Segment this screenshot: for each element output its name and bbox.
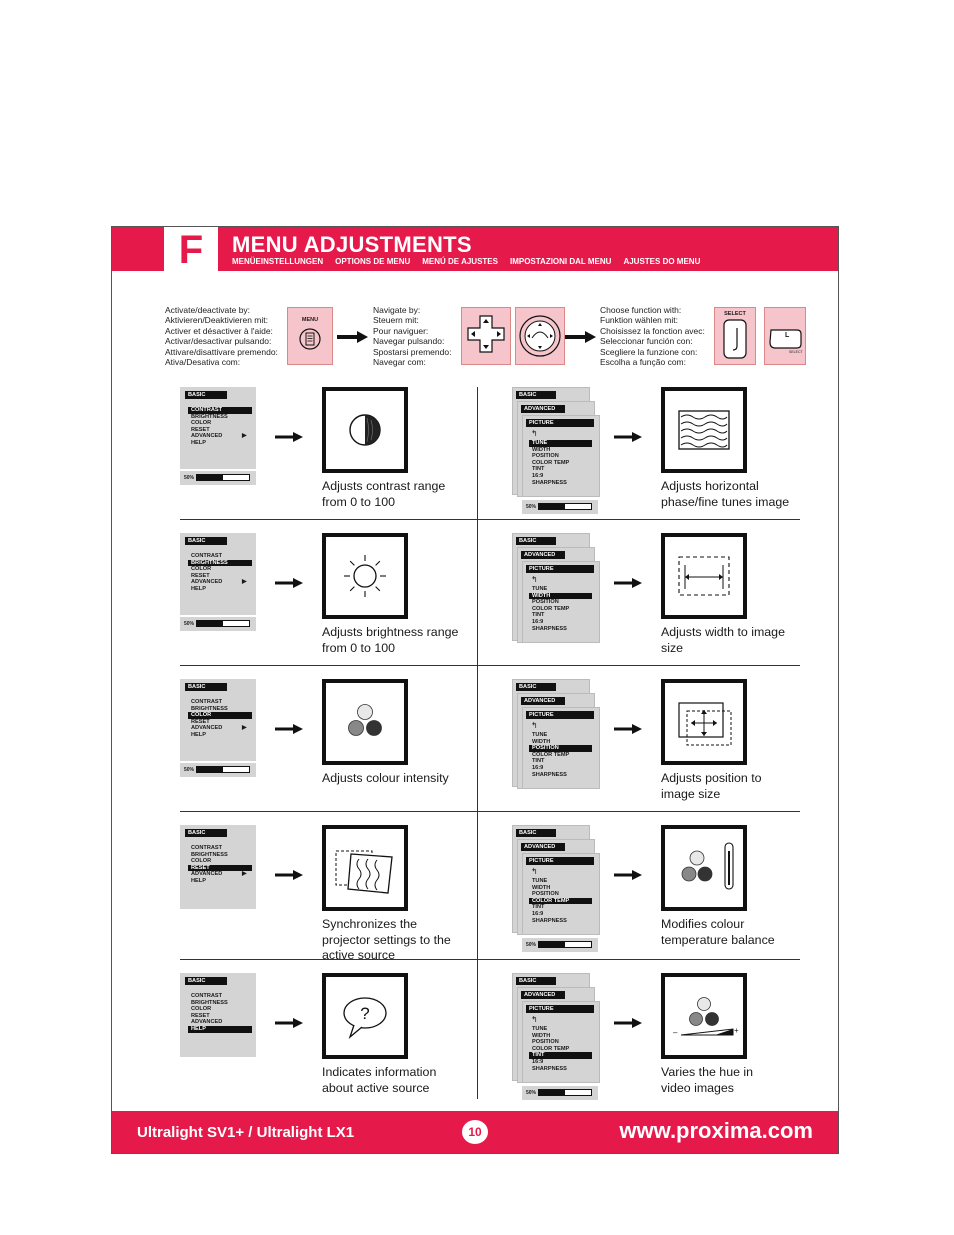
caption xyxy=(661,917,775,948)
illustration-frame xyxy=(661,533,747,619)
submenu-title: PICTURE xyxy=(526,419,594,427)
tint-plus-label: + xyxy=(734,1026,739,1035)
instruction-line: Funktion wählen mit: xyxy=(600,315,678,326)
menu-item[interactable]: SHARPNESS xyxy=(532,917,567,924)
instruction-line: Activer et désactiver à l'aide: xyxy=(165,325,273,336)
width-icon xyxy=(665,537,743,615)
menu-items xyxy=(529,878,592,924)
instruction-line: Ativa/Desativa com: xyxy=(165,357,241,368)
menu-item[interactable]: POSITION xyxy=(532,891,559,898)
page-title: MENU ADJUSTMENTS xyxy=(232,232,472,257)
menu-item[interactable]: TINT xyxy=(532,466,545,473)
flow-arrow-icon xyxy=(275,721,303,731)
menu-item[interactable]: COLOR TEMP xyxy=(532,605,570,612)
submenu-title: PICTURE xyxy=(526,857,594,865)
activate-instructions xyxy=(165,305,278,367)
level-fill xyxy=(197,767,223,772)
submenu-arrow-icon: ▶ xyxy=(242,579,247,586)
level-track xyxy=(538,503,592,510)
menu-item[interactable]: 16:9 xyxy=(532,910,544,917)
menu-title: BASIC xyxy=(516,537,556,545)
menu-item[interactable]: WIDTH xyxy=(532,1032,551,1039)
flow-arrow-icon xyxy=(614,575,642,585)
model-name: Ultralight SV1+ / Ultralight LX1 xyxy=(137,1124,355,1141)
caption-line: phase/fine tunes image xyxy=(661,494,790,509)
back-arrow-icon[interactable]: ↰ xyxy=(531,721,538,730)
menu-title: BASIC xyxy=(185,537,227,545)
level-bar xyxy=(522,500,598,514)
menu-item[interactable]: TUNE xyxy=(532,586,548,592)
contrast-icon xyxy=(326,391,404,469)
submenu-title: PICTURE xyxy=(526,1005,594,1013)
instruction-line: Escolha a função com: xyxy=(600,357,686,368)
illustration-frame xyxy=(661,825,747,911)
tint-icon xyxy=(665,977,743,1055)
menu-item[interactable]: RESET xyxy=(191,1012,210,1019)
menu-item[interactable]: TINT xyxy=(529,1052,592,1059)
menu-item[interactable]: RESET xyxy=(191,572,210,579)
menu-item[interactable]: RESET xyxy=(191,718,210,725)
row-divider xyxy=(180,811,800,812)
menu-item[interactable]: HELP xyxy=(191,585,206,592)
level-label: 50% xyxy=(526,942,537,948)
menu-item[interactable]: COLOR TEMP xyxy=(529,898,592,905)
menu-items xyxy=(529,1026,592,1072)
back-arrow-icon[interactable]: ↰ xyxy=(531,575,538,584)
menu-item[interactable]: ADVANCED xyxy=(191,871,223,878)
instruction-line: Activar/desactivar pulsando: xyxy=(165,336,272,347)
flow-arrow-icon xyxy=(337,330,369,344)
submenu-title: ADVANCED xyxy=(521,843,565,851)
level-track xyxy=(196,766,250,773)
menu-title: BASIC xyxy=(516,829,556,837)
menu-title: BASIC xyxy=(185,977,227,985)
caption-line: Synchronizes the xyxy=(322,917,418,931)
caption-line: Indicates information xyxy=(322,1065,437,1079)
subtitle-translations xyxy=(232,257,700,266)
illustration-frame xyxy=(661,387,747,473)
caption-line: Modifies colour xyxy=(661,917,745,931)
menu-items xyxy=(188,553,252,593)
menu-item[interactable]: POSITION xyxy=(532,453,559,460)
basic-menu[interactable] xyxy=(180,387,256,469)
row-divider xyxy=(180,519,800,520)
menu-title: BASIC xyxy=(185,391,227,399)
menu-title: BASIC xyxy=(185,829,227,837)
menu-item[interactable]: COLOR TEMP xyxy=(532,1045,570,1052)
menu-item[interactable]: TUNE xyxy=(532,878,548,884)
submenu-title: ADVANCED xyxy=(521,551,565,559)
menu-items xyxy=(529,440,592,486)
joystick-box[interactable] xyxy=(515,307,565,365)
instruction-line: Steuern mit: xyxy=(373,315,419,326)
subtitle-es: MENÚ DE AJUSTES xyxy=(422,257,498,266)
level-bar xyxy=(180,763,256,777)
menu-item[interactable]: RESET xyxy=(191,426,210,433)
caption xyxy=(322,479,445,510)
l-button-box[interactable] xyxy=(764,307,806,365)
instruction-line: Seleccionar función con: xyxy=(600,336,693,347)
menu-item[interactable]: SHARPNESS xyxy=(532,1065,567,1072)
advanced-menu-stack[interactable] xyxy=(512,973,602,1085)
tune-wave-icon xyxy=(665,391,743,469)
caption xyxy=(661,1065,753,1096)
level-bar xyxy=(522,1086,598,1100)
instruction-line: Spostarsi premendo: xyxy=(373,346,452,357)
menu-item[interactable]: ADVANCED xyxy=(191,1019,223,1026)
menu-item[interactable]: POSITION xyxy=(529,745,592,752)
level-track xyxy=(538,941,592,948)
caption-line: video images xyxy=(661,1080,735,1095)
submenu-arrow-icon: ▶ xyxy=(242,725,247,732)
advanced-menu-stack[interactable] xyxy=(512,679,602,791)
back-arrow-icon[interactable]: ↰ xyxy=(531,429,538,438)
caption-line: about active source xyxy=(322,1080,430,1095)
menu-item[interactable]: TUNE xyxy=(532,1026,548,1032)
menu-item[interactable]: 16:9 xyxy=(532,618,544,625)
instruction-line: Choose function with: xyxy=(600,305,682,315)
caption xyxy=(661,625,785,656)
caption-line: image size xyxy=(661,786,721,801)
dpad-box[interactable] xyxy=(461,307,511,365)
flow-arrow-icon xyxy=(614,1015,642,1025)
level-fill xyxy=(539,942,565,947)
menu-item[interactable]: TINT xyxy=(532,904,545,911)
caption-line: Adjusts horizontal xyxy=(661,479,759,493)
submenu-title: ADVANCED xyxy=(521,697,565,705)
level-label: 50% xyxy=(184,475,195,481)
menu-item[interactable]: CONTRAST xyxy=(191,845,223,851)
menu-items xyxy=(529,732,592,778)
instruction-line: Pour naviguer: xyxy=(373,325,429,336)
illustration-frame xyxy=(322,825,408,911)
illustration-frame xyxy=(322,387,408,473)
caption xyxy=(322,625,458,656)
illustration-frame xyxy=(322,679,408,765)
back-arrow-icon[interactable]: ↰ xyxy=(531,867,538,876)
menu-item[interactable]: BRIGHTNESS xyxy=(191,999,228,1006)
level-label: 50% xyxy=(184,621,195,627)
subtitle-it: IMPOSTAZIONI DAL MENU xyxy=(509,257,612,266)
basic-menu[interactable] xyxy=(180,679,256,761)
menu-item[interactable]: COLOR xyxy=(191,858,212,865)
color-temp-icon xyxy=(665,829,743,907)
menu-item[interactable]: WIDTH xyxy=(532,738,551,745)
menu-item[interactable]: 16:9 xyxy=(532,764,544,771)
menu-item[interactable]: ADVANCED xyxy=(191,725,223,732)
menu-items xyxy=(188,407,252,447)
level-bar xyxy=(522,938,598,952)
instruction-line: Aktivieren/Deaktivieren mit: xyxy=(165,315,268,326)
advanced-menu-stack[interactable] xyxy=(512,533,602,645)
caption-line: Adjusts width to image xyxy=(661,625,785,639)
flow-arrow-icon xyxy=(275,867,303,877)
menu-item[interactable]: CONTRAST xyxy=(188,407,252,414)
flow-arrow-icon xyxy=(565,330,597,344)
section-letter: F xyxy=(178,228,204,272)
menu-item[interactable]: WIDTH xyxy=(532,446,551,453)
advanced-menu-stack[interactable] xyxy=(512,825,602,937)
menu-item[interactable]: COLOR xyxy=(191,566,212,573)
menu-item[interactable]: BRIGHTNESS xyxy=(191,851,228,858)
basic-menu[interactable] xyxy=(180,825,256,909)
l-button-label: L xyxy=(785,332,790,339)
menu-items xyxy=(188,993,252,1033)
subtitle-pt: AJUSTES DO MENU xyxy=(623,257,701,266)
navigate-instructions xyxy=(373,305,451,367)
menu-items xyxy=(529,586,592,632)
caption xyxy=(322,917,451,964)
flow-arrow-icon xyxy=(614,867,642,877)
menu-item[interactable]: ADVANCED xyxy=(191,433,223,440)
illustration-frame xyxy=(661,679,747,765)
flow-arrow-icon xyxy=(614,429,642,439)
instruction-line: Attivare/disattivare premendo: xyxy=(165,346,278,357)
caption xyxy=(661,771,762,802)
caption-line: from 0 to 100 xyxy=(322,640,396,655)
illustration-frame xyxy=(661,973,747,1059)
page-footer xyxy=(112,1111,838,1153)
page-number: 10 xyxy=(462,1120,488,1144)
back-arrow-icon[interactable]: ↰ xyxy=(531,1015,538,1024)
caption-line: from 0 to 100 xyxy=(322,494,396,509)
basic-menu[interactable] xyxy=(180,533,256,615)
basic-menu[interactable] xyxy=(180,973,256,1057)
menu-item[interactable]: COLOR xyxy=(191,420,212,427)
submenu-title: PICTURE xyxy=(526,711,594,719)
submenu-title: ADVANCED xyxy=(521,991,565,999)
instruction-line: Activate/deactivate by: xyxy=(165,305,251,315)
menu-item[interactable]: POSITION xyxy=(532,1039,559,1046)
instruction-line: Choisissez la fonction avec: xyxy=(600,325,705,336)
help-glyph: ? xyxy=(360,1004,370,1023)
row-divider xyxy=(180,665,800,666)
advanced-menu-stack[interactable] xyxy=(512,387,602,499)
menu-button-box[interactable] xyxy=(287,307,333,365)
dpad-icon xyxy=(462,308,510,364)
menu-item[interactable]: COLOR TEMP xyxy=(532,751,570,758)
menu-item[interactable]: TUNE xyxy=(532,732,548,738)
caption xyxy=(322,771,449,787)
submenu-title: ADVANCED xyxy=(521,405,565,413)
menu-item[interactable]: COLOR xyxy=(188,712,252,719)
caption-line: Adjusts contrast range xyxy=(322,479,446,493)
website-url[interactable]: www.proxima.com xyxy=(619,1118,813,1143)
level-bar xyxy=(180,471,256,485)
menu-item[interactable]: TUNE xyxy=(529,440,592,447)
reset-sync-icon xyxy=(326,829,404,907)
menu-title: BASIC xyxy=(516,977,556,985)
caption-line: Adjusts colour intensity xyxy=(322,771,449,785)
menu-item[interactable]: TINT xyxy=(532,758,545,765)
level-track xyxy=(196,474,250,481)
instruction-line: Navegar pulsando: xyxy=(373,336,445,347)
submenu-arrow-icon: ▶ xyxy=(242,871,247,878)
menu-title: BASIC xyxy=(516,391,556,399)
menu-items xyxy=(188,699,252,739)
level-label: 50% xyxy=(526,504,537,510)
menu-item[interactable]: WIDTH xyxy=(532,884,551,891)
menu-item[interactable]: BRIGHTNESS xyxy=(188,560,252,567)
position-icon xyxy=(665,683,743,761)
menu-item[interactable]: HELP xyxy=(188,1026,252,1033)
menu-item[interactable]: 16:9 xyxy=(532,1058,544,1065)
caption-line: size xyxy=(661,640,684,655)
menu-items xyxy=(188,845,252,885)
brightness-icon xyxy=(326,537,404,615)
subtitle-fr: OPTIONS DE MENU xyxy=(335,257,411,266)
submenu-arrow-icon: ▶ xyxy=(242,433,247,440)
menu-item[interactable]: RESET xyxy=(188,865,252,872)
menu-item[interactable]: HELP xyxy=(191,731,206,738)
caption-line: Adjusts position to xyxy=(661,771,762,785)
caption-line: active source xyxy=(322,948,396,962)
caption xyxy=(322,1065,436,1096)
menu-item[interactable]: HELP xyxy=(191,877,206,884)
caption xyxy=(661,479,789,510)
menu-item[interactable]: COLOR TEMP xyxy=(532,459,570,466)
tint-minus-label: – xyxy=(673,1028,678,1037)
caption-line: Adjusts brightness range xyxy=(322,625,459,639)
caption-line: temperature balance xyxy=(661,932,775,947)
menu-item[interactable]: COLOR xyxy=(191,1006,212,1013)
level-label: 50% xyxy=(526,1090,537,1096)
select-label: SELECT xyxy=(724,311,746,317)
illustration-frame xyxy=(322,533,408,619)
level-fill xyxy=(539,504,565,509)
instruction-line: Navigate by: xyxy=(373,305,421,315)
color-icon xyxy=(326,683,404,761)
submenu-title: PICTURE xyxy=(526,565,594,573)
level-fill xyxy=(197,621,223,626)
menu-button-label: MENU xyxy=(301,317,319,323)
menu-item[interactable]: BRIGHTNESS xyxy=(191,413,228,420)
flow-arrow-icon xyxy=(275,1015,303,1025)
row-divider xyxy=(180,959,800,960)
menu-title: BASIC xyxy=(185,683,227,691)
menu-item[interactable]: HELP xyxy=(191,439,206,446)
level-track xyxy=(196,620,250,627)
instruction-line: Scegliere la funzione con: xyxy=(600,346,698,357)
menu-button-icon xyxy=(288,308,332,364)
flow-arrow-icon xyxy=(275,575,303,585)
menu-item[interactable]: CONTRAST xyxy=(191,699,223,705)
menu-item[interactable]: BRIGHTNESS xyxy=(191,705,228,712)
menu-item[interactable]: TINT xyxy=(532,612,545,619)
menu-item[interactable]: CONTRAST xyxy=(191,553,223,559)
page-frame xyxy=(111,226,839,1154)
menu-item[interactable]: POSITION xyxy=(532,599,559,606)
menu-item[interactable]: WIDTH xyxy=(529,593,592,600)
joystick-icon xyxy=(516,308,564,364)
menu-item[interactable]: 16:9 xyxy=(532,472,544,479)
level-label: 50% xyxy=(184,767,195,773)
flow-arrow-icon xyxy=(275,429,303,439)
column-divider xyxy=(477,387,478,1099)
select-small-label: SELECT xyxy=(789,350,803,354)
menu-item[interactable]: SHARPNESS xyxy=(532,771,567,778)
menu-item[interactable]: ADVANCED xyxy=(191,579,223,586)
select-button-box[interactable] xyxy=(714,307,756,365)
flow-arrow-icon xyxy=(614,721,642,731)
menu-item[interactable]: CONTRAST xyxy=(191,993,223,999)
level-track xyxy=(538,1089,592,1096)
caption-line: Varies the hue in xyxy=(661,1065,754,1079)
choose-instructions xyxy=(600,305,705,367)
illustration-frame xyxy=(322,973,408,1059)
level-fill xyxy=(197,475,223,480)
menu-item[interactable]: SHARPNESS xyxy=(532,625,567,632)
menu-item[interactable]: SHARPNESS xyxy=(532,479,567,486)
subtitle-de: MENÜEINSTELLUNGEN xyxy=(232,257,324,266)
caption-line: projector settings to the xyxy=(322,932,451,947)
instruction-line: Navegar com: xyxy=(373,357,426,368)
level-bar xyxy=(180,617,256,631)
section-header xyxy=(112,227,838,271)
menu-title: BASIC xyxy=(516,683,556,691)
section-letter-box xyxy=(164,227,218,271)
level-fill xyxy=(539,1090,565,1095)
help-icon xyxy=(326,977,404,1055)
